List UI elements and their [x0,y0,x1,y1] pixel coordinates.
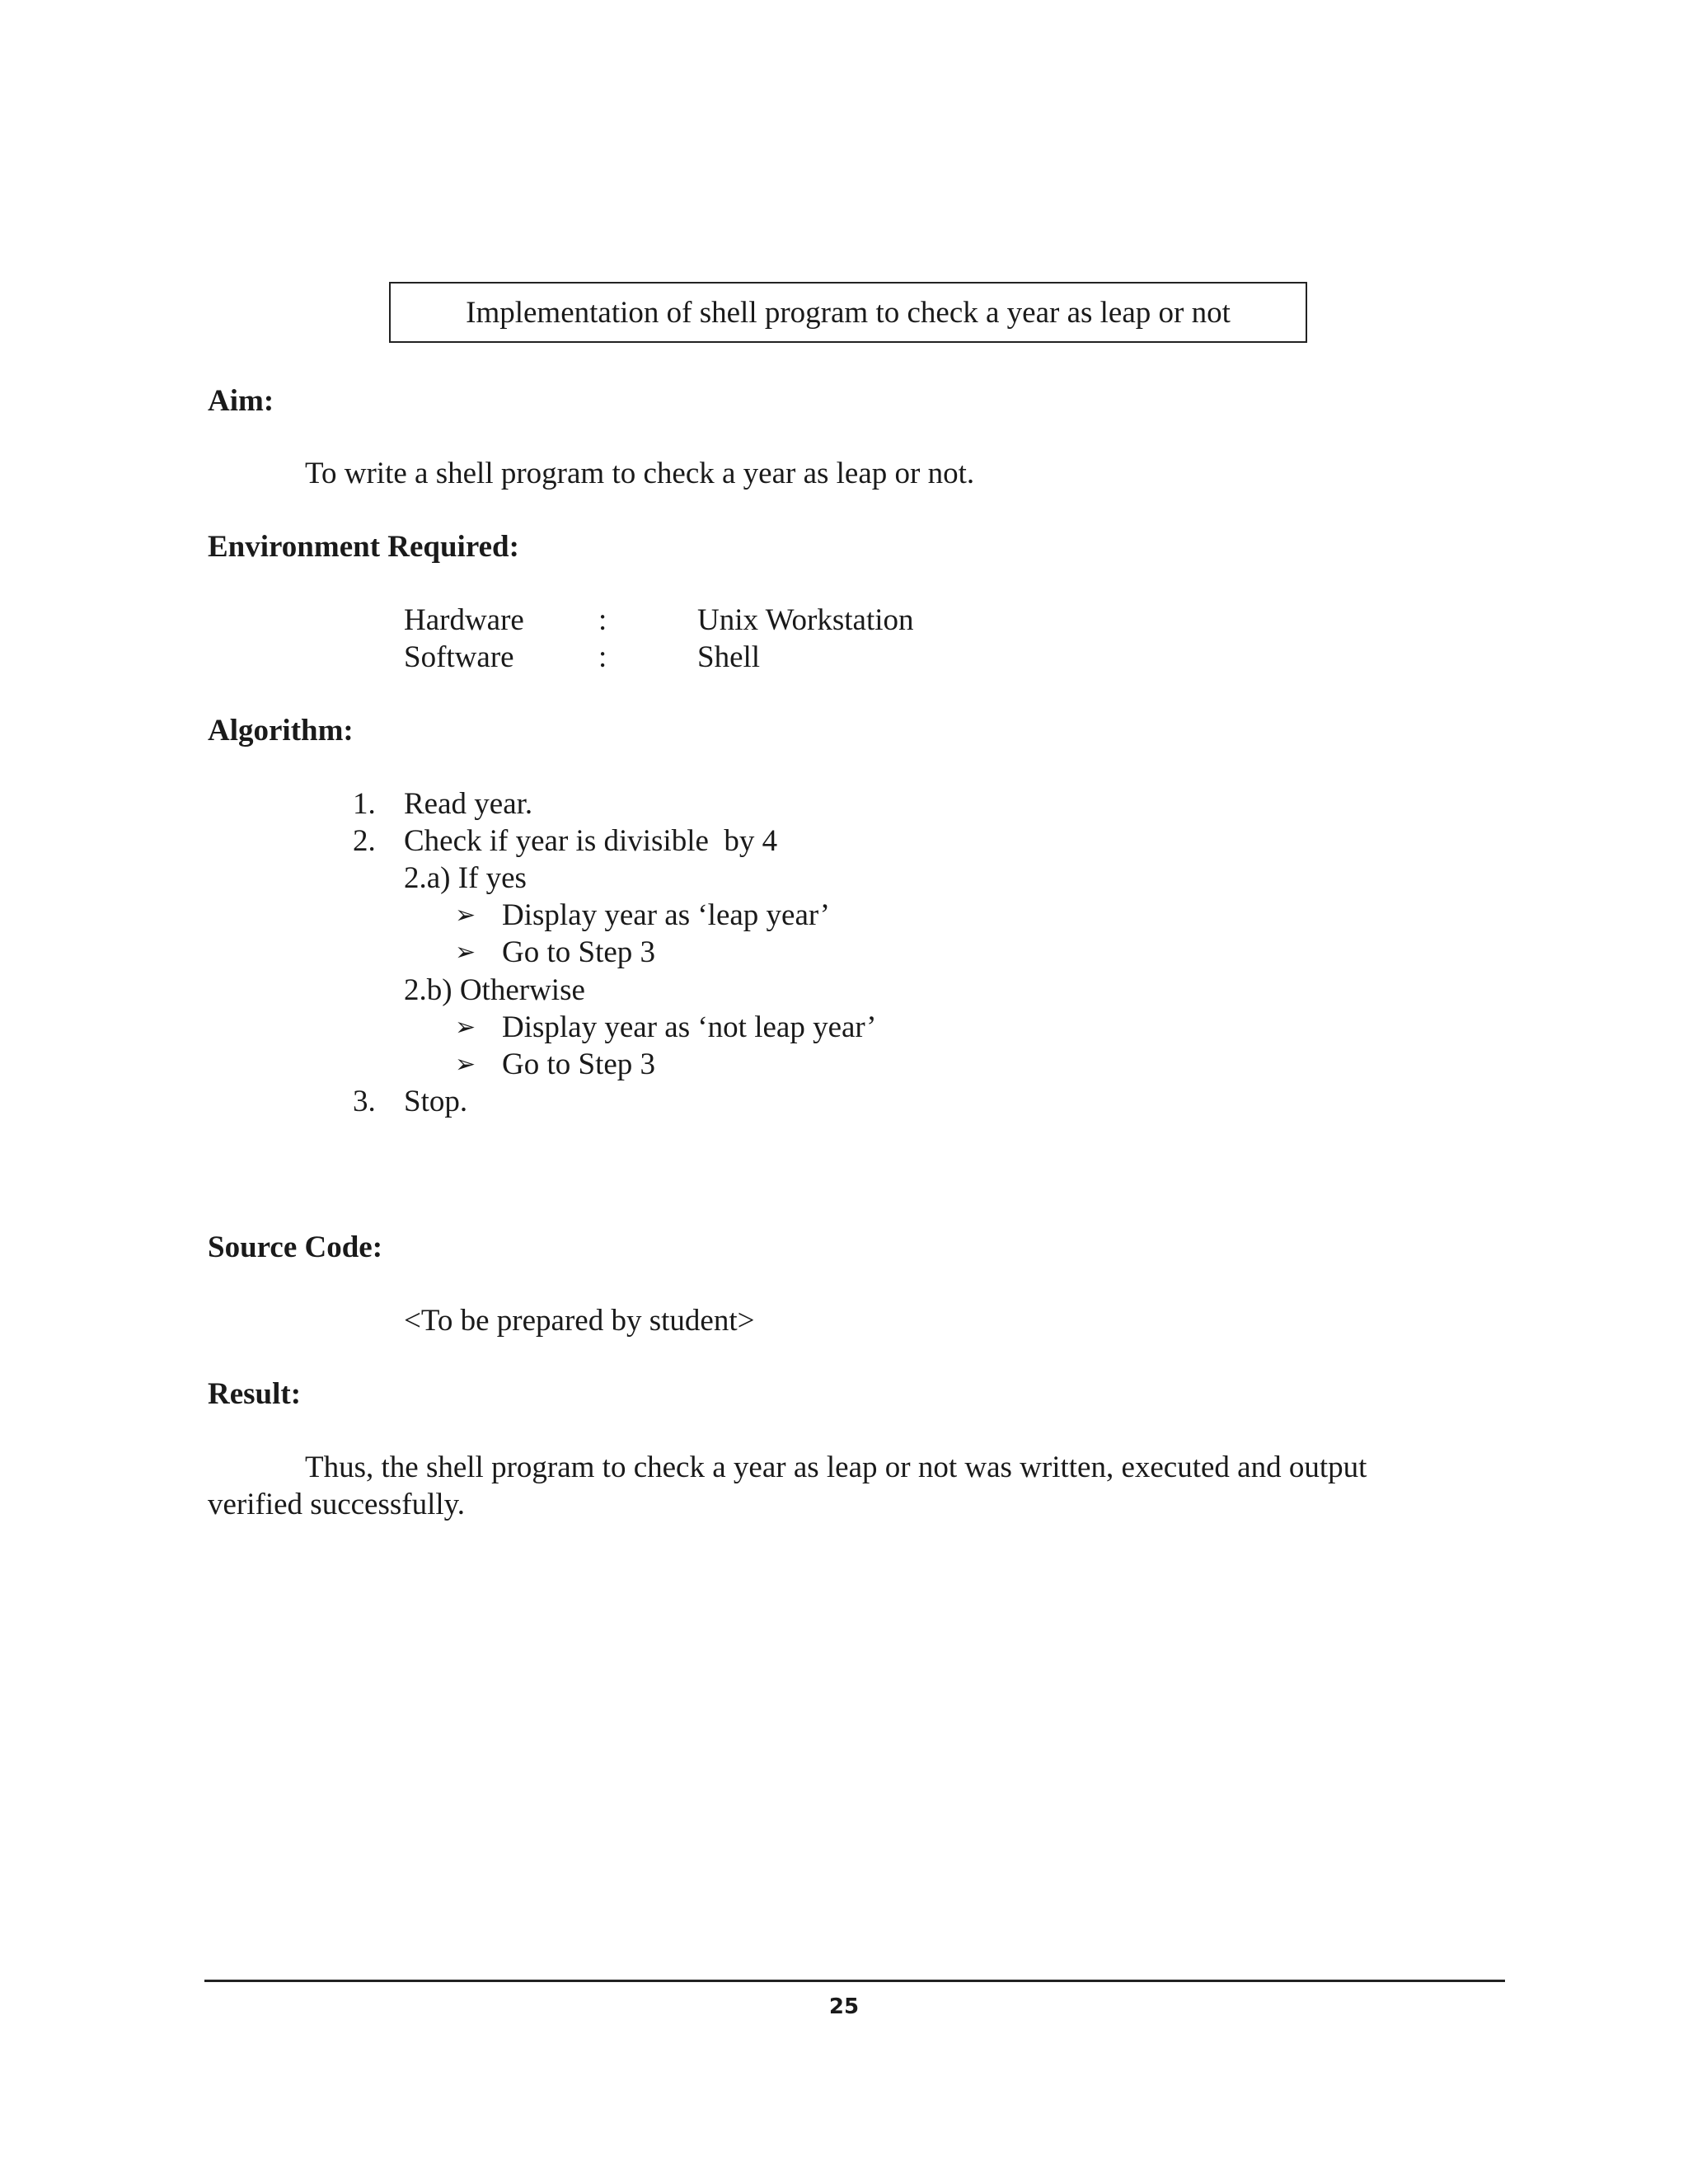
result-heading: Result: [208,1377,302,1411]
arrowhead-bullet-icon: ➢ [455,938,476,967]
step-number: 1. [353,787,376,821]
env-value-hardware: Unix Workstation [697,603,914,637]
algorithm-substep: 2.a) If yes [404,861,527,895]
algorithm-bullet: Go to Step 3 [502,935,656,969]
algorithm-step: Check if year is divisible by 4 [404,824,778,858]
algorithm-bullet: Display year as ‘not leap year’ [502,1010,877,1044]
env-separator: : [598,640,607,674]
aim-text: To write a shell program to check a year as leap or not. [305,457,975,490]
env-label-software: Software [404,640,514,674]
env-label-hardware: Hardware [404,603,524,637]
step-number: 2. [353,824,376,858]
algorithm-bullet: Go to Step 3 [502,1047,656,1081]
algorithm-heading: Algorithm: [208,714,354,748]
arrowhead-bullet-icon: ➢ [455,1050,476,1079]
footer-rule [204,1980,1505,1982]
algorithm-substep: 2.b) Otherwise [404,973,585,1007]
algorithm-bullet: Display year as ‘leap year’ [502,898,830,932]
source-code-heading: Source Code: [208,1230,383,1264]
result-text-line1: Thus, the shell program to check a year as leap or not was written, executed and output [305,1451,1367,1484]
result-text-line2: verified successfully. [208,1488,465,1521]
algorithm-step: Stop. [404,1085,468,1118]
page-title-box [389,282,1307,343]
environment-heading: Environment Required: [208,530,519,564]
algorithm-step: Read year. [404,787,533,821]
arrowhead-bullet-icon: ➢ [455,901,476,930]
step-number: 3. [353,1085,376,1118]
page-number: 25 [828,1994,860,2019]
page-title: Implementation of shell program to check a year as leap or not [466,295,1231,330]
arrowhead-bullet-icon: ➢ [455,1013,476,1042]
aim-heading: Aim: [208,384,274,418]
source-code-placeholder: <To be prepared by student> [404,1304,755,1338]
env-separator: : [598,603,607,637]
env-value-software: Shell [697,640,761,674]
